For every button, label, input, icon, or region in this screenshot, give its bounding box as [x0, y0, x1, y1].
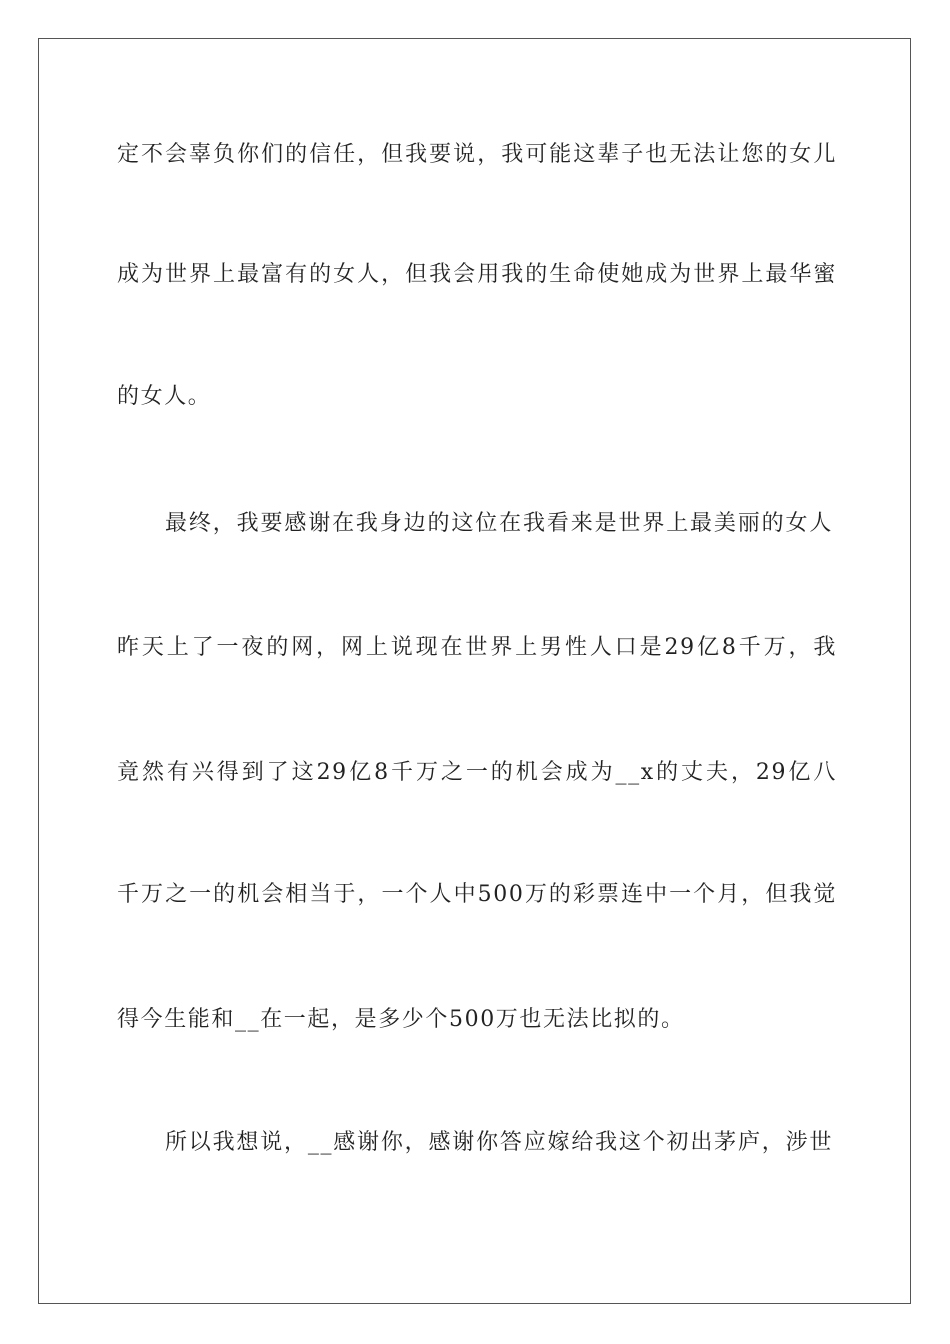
text-line-2: 成为世界上最富有的女人，但我会用我的生命使她成为世界上最华蜜 [117, 262, 837, 287]
text-line-5: 昨天上了一夜的网，网上说现在世界上男性人口是29亿8千万，我 [117, 635, 837, 660]
text-line-9: 所以我想说，__感谢你，感谢你答应嫁给我这个初出茅庐，涉世 [165, 1130, 833, 1155]
text-line-4: 最终，我要感谢在我身边的这位在我看来是世界上最美丽的女人 [165, 511, 833, 536]
text-line-7: 千万之一的机会相当于，一个人中500万的彩票连中一个月，但我觉 [117, 882, 837, 907]
text-line-8: 得今生能和__在一起，是多少个500万也无法比拟的。 [117, 1007, 685, 1032]
page-frame [38, 38, 911, 1304]
text-line-1: 定不会辜负你们的信任，但我要说，我可能这辈子也无法让您的女儿 [117, 142, 837, 167]
text-line-6: 竟然有兴得到了这29亿8千万之一的机会成为__x的丈夫，29亿八 [117, 760, 837, 785]
text-line-3: 的女人。 [117, 384, 212, 409]
